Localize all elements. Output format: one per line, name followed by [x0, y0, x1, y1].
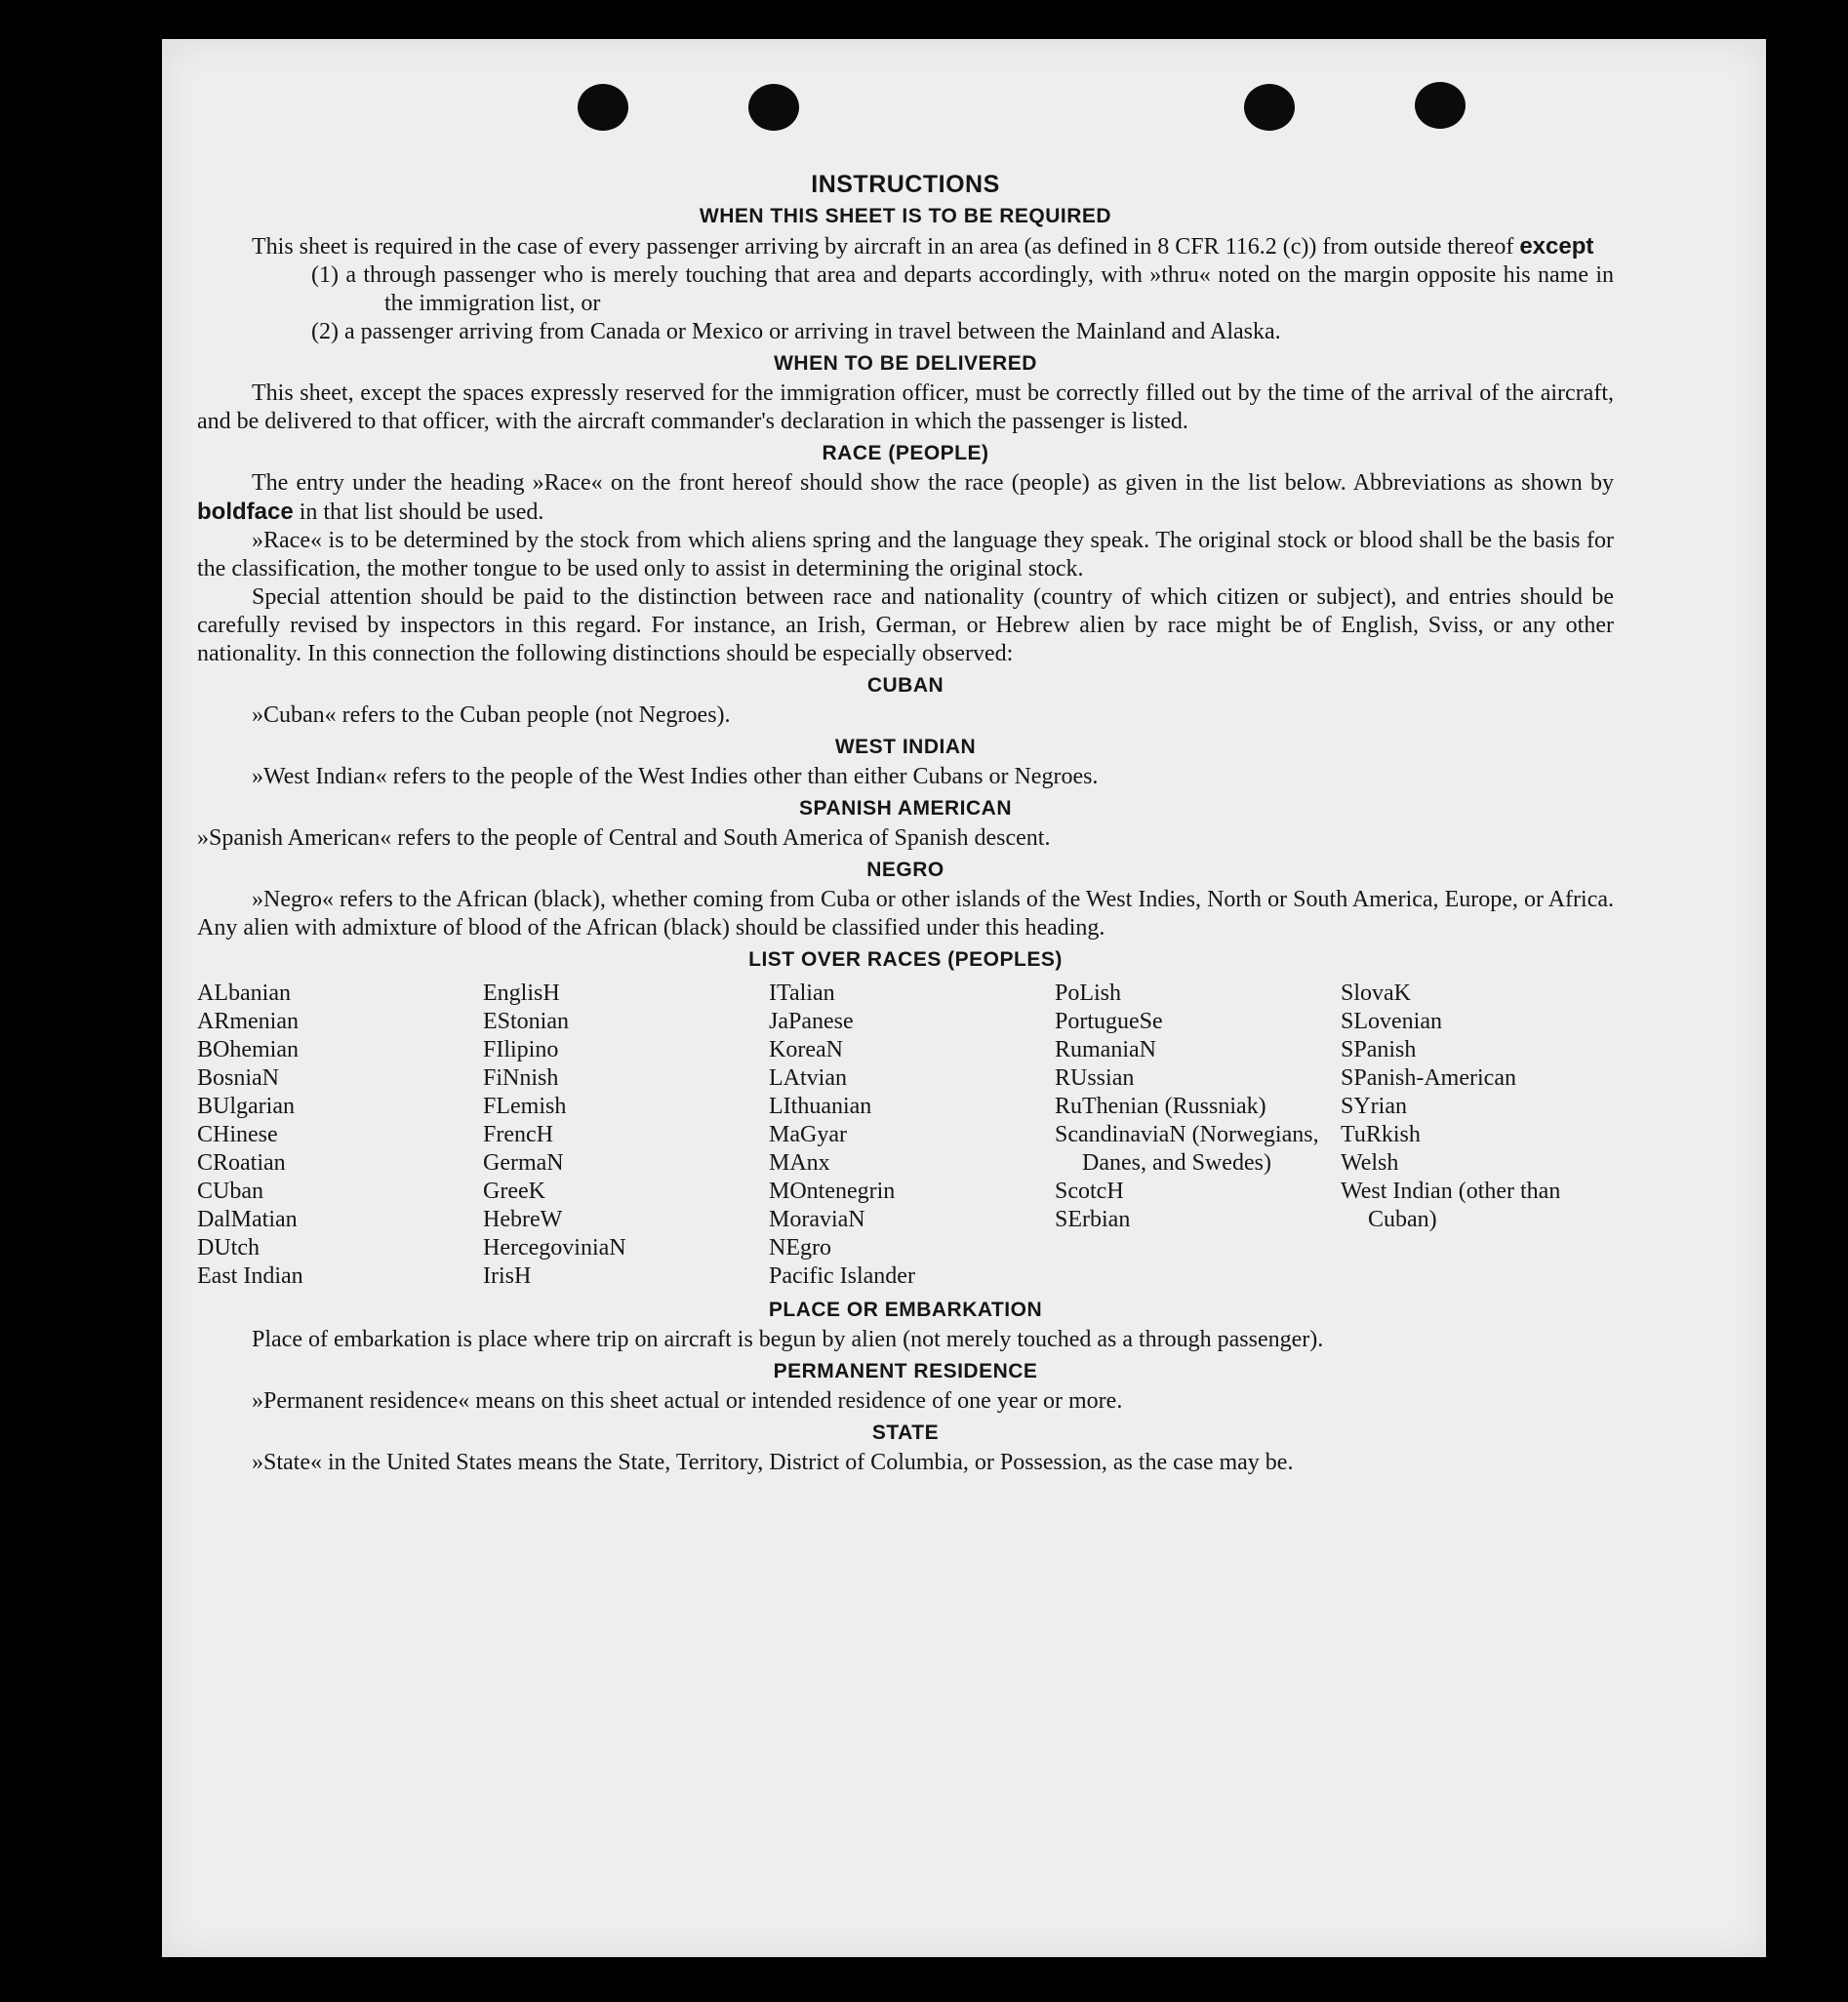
race-list-item: ScandinaviaN (Norwegians, Danes, and Swedes): [1055, 1122, 1319, 1176]
required-intro: This sheet is required in the case of every passenger arriving by aircraft in an area (as defined in 8 CFR 116.2 (c)) from outside thereof except: [252, 233, 1594, 260]
race-list-item: HercegoviniaN: [483, 1235, 626, 1261]
boldface-keyword: boldface: [197, 499, 294, 525]
race-list-item: DalMatian: [197, 1207, 298, 1232]
race-list-item: SYrian: [1341, 1094, 1407, 1119]
race-list-item: GreeK: [483, 1179, 545, 1204]
race-list-item: MOntenegrin: [769, 1179, 896, 1204]
race-column: [483, 980, 769, 1291]
race-list-item: LAtvian: [769, 1065, 847, 1091]
race-column: [197, 980, 483, 1291]
race-list-item: JaPanese: [769, 1009, 854, 1034]
race-list-item: RumaniaN: [1055, 1037, 1156, 1062]
race-list-item: East Indian: [197, 1263, 303, 1289]
race-list-item: CUban: [197, 1179, 263, 1204]
residence-text: »Permanent residence« means on this sheet actual or intended residence of one year or more.: [252, 1388, 1123, 1414]
race-paragraph-3: Special attention should be paid to the distinction between race and nationality (country of which citizen or subject), and entries should be carefully revised by inspectors in this regard. For instance, an Irish, German, or Hebrew alien by race might be of English, Sviss, or any other nationality. In this connection the following distinctions should be especially observed:: [197, 584, 1614, 666]
section-heading-delivered: WHEN TO BE DELIVERED: [774, 352, 1037, 375]
section-heading-residence: PERMANENT RESIDENCE: [773, 1360, 1038, 1382]
race-list-item: SlovaK: [1341, 981, 1411, 1006]
race-column: [1341, 980, 1627, 1291]
section-heading-state: STATE: [871, 1421, 940, 1444]
section-heading-race-list: LIST OVER RACES (PEOPLES): [748, 948, 1063, 971]
race-list-item: SLovenian: [1341, 1009, 1442, 1034]
section-heading-embarkation: PLACE OR EMBARKATION: [768, 1299, 1043, 1321]
west-indian-text: »West Indian« refers to the people of the West Indies other than either Cubans or Negroes.: [252, 764, 1099, 789]
race-list-item: FrencH: [483, 1122, 553, 1147]
race-list-item: SPanish-American: [1341, 1065, 1516, 1091]
race-column: [1055, 980, 1341, 1291]
cuban-text: »Cuban« refers to the Cuban people (not Negroes).: [252, 702, 731, 728]
race-list-item: MaGyar: [769, 1122, 847, 1147]
page-title: INSTRUCTIONS: [811, 171, 1000, 198]
race-list-item: RUssian: [1055, 1065, 1135, 1091]
race-list-item: PoLish: [1055, 981, 1122, 1006]
race-list-item: EStonian: [483, 1009, 569, 1034]
race-column: [769, 980, 1055, 1291]
race-list-item: RuThenian (Russniak): [1055, 1094, 1266, 1119]
except-keyword: except: [1519, 233, 1594, 260]
race-list-item: SPanish: [1341, 1037, 1417, 1062]
race-list-item: MAnx: [769, 1150, 830, 1176]
race-list-item: Pacific Islander: [769, 1263, 915, 1289]
race-list-item: ITalian: [769, 981, 835, 1006]
race-list-item: LIthuanian: [769, 1094, 872, 1119]
race-list-item: Welsh: [1341, 1150, 1399, 1176]
race-list-item: IrisH: [483, 1263, 532, 1289]
race-list-item: FIlipino: [483, 1037, 559, 1062]
race-list-item: CHinese: [197, 1122, 278, 1147]
race-list-item: CRoatian: [197, 1150, 286, 1176]
section-heading-cuban: CUBAN: [866, 674, 944, 697]
punch-hole: [1244, 84, 1295, 131]
race-paragraph-1: The entry under the heading »Race« on the front hereof should show the race (people) as given in the list below. Abbreviations as shown by boldface in that list should be used.: [197, 470, 1614, 525]
race-list-item: SErbian: [1055, 1207, 1131, 1232]
race-list-item: KoreaN: [769, 1037, 843, 1062]
race-list-item: FLemish: [483, 1094, 567, 1119]
embarkation-text: Place of embarkation is place where trip on aircraft is begun by alien (not merely touched as a through passenger).: [252, 1327, 1324, 1352]
race-list-item: EnglisH: [483, 981, 560, 1006]
race-list-item: DUtch: [197, 1235, 260, 1261]
spanish-american-text: »Spanish American« refers to the people of Central and South America of Spanish descent.: [197, 825, 1051, 851]
race-list-item: NEgro: [769, 1235, 831, 1261]
section-heading-spanish-american: SPANISH AMERICAN: [798, 797, 1012, 820]
race-list-item: TuRkish: [1341, 1122, 1421, 1147]
race-list-item: BUlgarian: [197, 1094, 295, 1119]
punch-hole: [1415, 82, 1466, 129]
document-page: [162, 39, 1766, 1957]
race-list-item: ALbanian: [197, 981, 291, 1006]
race-list-item: West Indian (other than Cuban): [1341, 1179, 1561, 1232]
required-item-1: (1) a through passenger who is merely touching that area and departs accordingly, with »thru« noted on the margin opposite his name in the immigration list, or: [311, 262, 1614, 316]
punch-hole: [578, 84, 628, 131]
race-list-item: PortugueSe: [1055, 1009, 1163, 1034]
race-list-item: ARmenian: [197, 1009, 299, 1034]
state-text: »State« in the United States means the State, Territory, District of Columbia, or Possession, as the case may be.: [252, 1450, 1294, 1475]
section-heading-race: RACE (PEOPLE): [822, 442, 989, 464]
race-list-item: FiNnish: [483, 1065, 559, 1091]
negro-text: »Negro« refers to the African (black), whether coming from Cuba or other islands of the West Indies, North or South America, Europe, or Africa. Any alien with admixture of blood of the African (black) should be classified under this heading.: [197, 887, 1614, 941]
section-heading-negro: NEGRO: [866, 859, 944, 881]
section-heading-west-indian: WEST INDIAN: [834, 736, 977, 758]
required-item-2: (2) a passenger arriving from Canada or Mexico or arriving in travel between the Mainland and Alaska.: [311, 319, 1281, 344]
punch-hole: [748, 84, 799, 131]
race-list-item: BosniaN: [197, 1065, 279, 1091]
race-list-item: GermaN: [483, 1150, 564, 1176]
section-heading-required: WHEN THIS SHEET IS TO BE REQUIRED: [699, 205, 1112, 227]
delivered-text: This sheet, except the spaces expressly reserved for the immigration officer, must be correctly filled out by the time of the arrival of the aircraft, and be delivered to that officer, with the aircraft commander's declaration in which the passenger is listed.: [197, 380, 1614, 434]
race-list-item: BOhemian: [197, 1037, 299, 1062]
race-list: [197, 980, 1614, 1291]
race-list-item: ScotcH: [1055, 1179, 1124, 1204]
race-list-item: MoraviaN: [769, 1207, 865, 1232]
race-list-item: HebreW: [483, 1207, 563, 1232]
race-paragraph-2: »Race« is to be determined by the stock from which aliens spring and the language they speak. The original stock or blood shall be the basis for the classification, the mother tongue to be used only to assist in determining the original stock.: [197, 528, 1614, 581]
instructions-content: [197, 170, 1614, 1477]
